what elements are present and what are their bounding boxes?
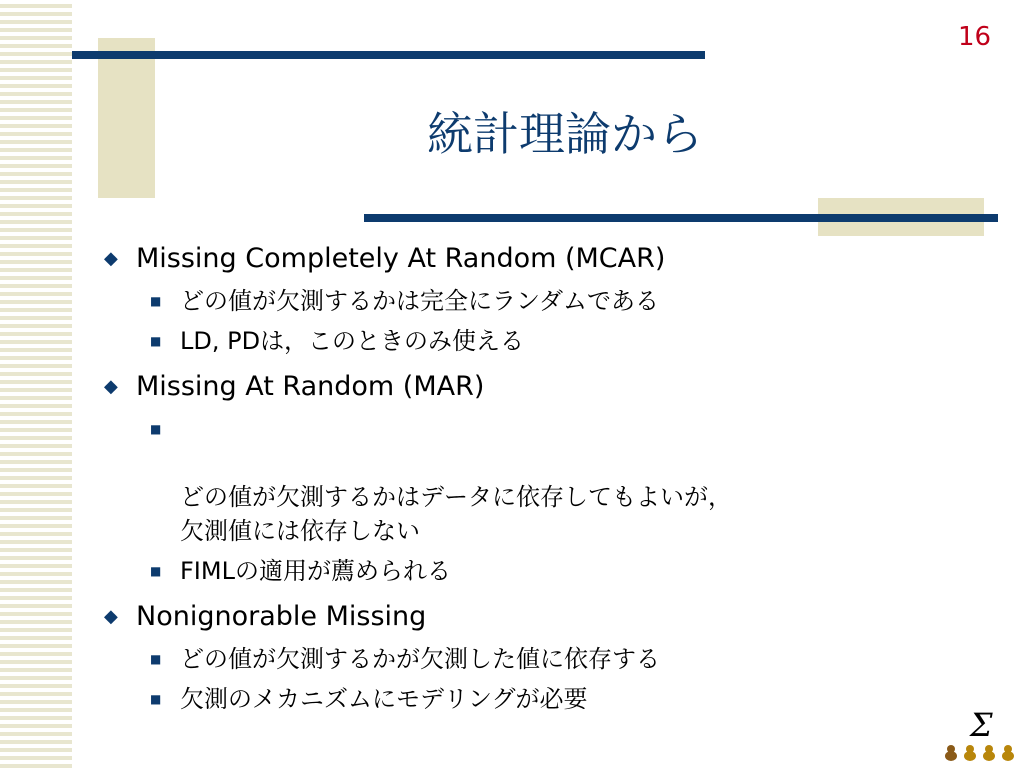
bullet-level1 [98,368,938,406]
diamond-bullet-icon: ◆ [104,376,118,397]
bullet-level1 [98,240,938,278]
decorative-tan-block-left [98,38,155,198]
decorative-bar-top [72,51,705,59]
square-bullet-icon: ■ [150,422,162,436]
slide-body [98,236,938,716]
sigma-logo-icon: Σ [970,706,993,744]
bullet-text: どの値が欠測するかは完全にランダムである [180,287,660,315]
square-bullet-icon: ■ [150,334,162,348]
square-bullet-icon: ■ [150,294,162,308]
bullet-text: FIMLの適用が薦められる [180,557,451,585]
diamond-bullet-icon: ◆ [104,248,118,269]
logo-figures [944,742,1020,768]
bullet-text: Missing Completely At Random (MCAR) [136,243,666,274]
bullet-level2 [98,554,938,588]
square-bullet-icon: ■ [150,564,162,578]
bullet-text: Missing At Random (MAR) [136,371,485,402]
square-bullet-icon: ■ [150,652,162,666]
page-number: 16 [958,22,992,52]
bullet-text: LD, PDは，このときのみ使える [180,327,525,355]
diamond-bullet-icon: ◆ [104,606,118,627]
bullet-level2 [98,642,938,676]
bear-figures-icon [944,742,1020,764]
bullet-text: どの値が欠測するかが欠測した値に依存する [180,645,660,673]
square-bullet-icon: ■ [150,692,162,706]
bullet-level2 [98,412,938,548]
bullet-level2 [98,284,938,318]
bullet-text: Nonignorable Missing [136,601,427,632]
decorative-bar-bottom [364,214,998,222]
bullet-level1 [98,598,938,636]
bullet-level2 [98,324,938,358]
slide-title: 統計理論から [427,107,703,161]
bullet-level2 [98,682,938,716]
decorative-stripes [0,0,72,768]
bullet-text: 欠測のメカニズムにモデリングが必要 [180,685,588,713]
bullet-text: どの値が欠測するかはデータに依存してもよいが， 欠測値には依存しない [180,483,732,545]
